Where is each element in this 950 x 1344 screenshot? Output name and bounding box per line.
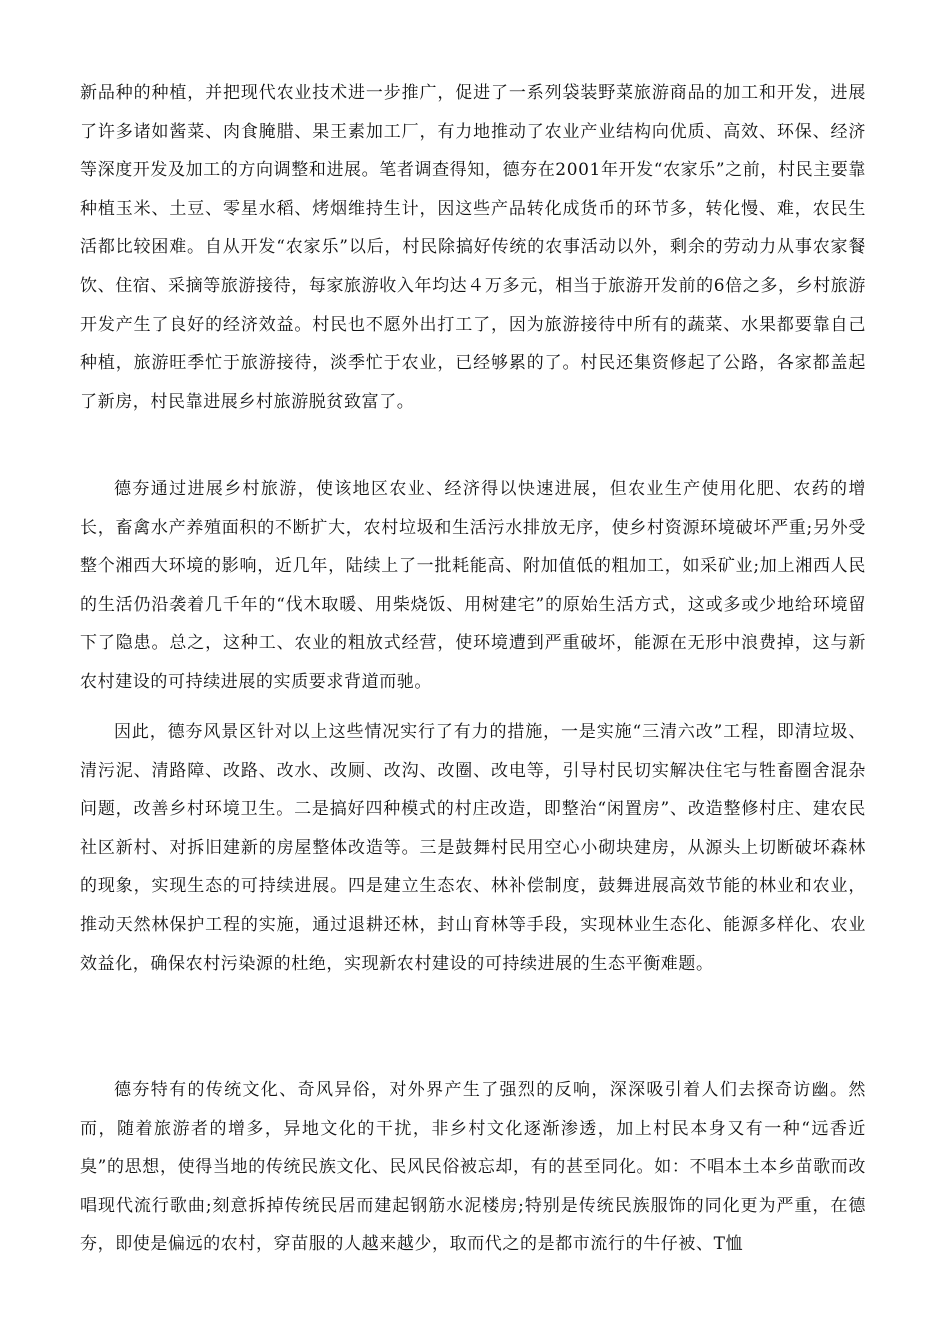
paragraph-4: 德夯特有的传统文化、奇风异俗，对外界产生了强烈的反响，深深吸引着人们去探奇访幽。然而，随着旅游者的增多，异地文化的干扰，非乡村文化逐渐渗透，加上村民本身又有一种“远香近臭”的思想，使得当地的传统民族文化、民风民俗被忘却，有的甚至同化。如：不唱本土本乡苗歌而改唱现代流行歌曲;刻意拆掉传统民居而建起钢筋水泥楼房;特别是传统民族服饰的同化更为严重，在德夯，即使是偏远的农村，穿苗服的人越来越少，取而代之的是都市流行的牛仔被、T恤: [80, 1080, 866, 1255]
paragraph-3: 因此，德夯风景区针对以上这些情况实行了有力的措施，一是实施“三清六改”工程，即清垃圾、清污泥、清路障、改路、改水、改厕、改沟、改圈、改电等，引导村民切实解决住宅与牲畜圈舍混杂问题，改善乡村环境卫生。二是搞好四种模式的村庄改造，即整治“闲置房”、改造整修村庄、建农民社区新村、对拆旧建新的房屋整体改造等。三是鼓舞村民用空心小砌块建房，从源头上切断破坏森林的现象，实现生态的可持续进展。四是建立生态农、林补偿制度，鼓舞进展高效节能的林业和农业，推动天然林保护工程的实施，通过退耕还林，封山育林等手段，实现林业生态化、能源多样化、农业效益化，确保农村污染源的杜绝，实现新农村建设的可持续进展的生态平衡难题。: [80, 722, 866, 974]
paragraph-1: 新品种的种植，并把现代农业技术进一步推广，促进了一系列袋装野菜旅游商品的加工和开发，进展了许多诸如酱菜、肉食腌腊、果王素加工厂，有力地推动了农业产业结构向优质、高效、环保、经济等深度开发及加工的方向调整和进展。笔者调查得知，德夯在2001年开发“农家乐”之前，村民主要靠种植玉米、土豆、零星水稻、烤烟维持生计，因这些产品转化成货币的环节多，转化慢、难，农民生活都比较困难。自从开发“农家乐”以后，村民除搞好传统的农事活动以外，剩余的劳动力从事农家餐饮、住宿、采摘等旅游接待，每家旅游收入年均达４万多元，相当于旅游开发前的6倍之多，乡村旅游开发产生了良好的经济效益。村民也不愿外出打工了，因为旅游接待中所有的蔬菜、水果都要靠自己种植，旅游旺季忙于旅游接待，淡季忙于农业，已经够累的了。村民还集资修起了公路，各家都盖起了新房，村民靠进展乡村旅游脱贫致富了。: [80, 83, 866, 412]
paragraph-2: 德夯通过进展乡村旅游，使该地区农业、经济得以快速进展，但农业生产使用化肥、农药的增长，畜禽水产养殖面积的不断扩大，农村垃圾和生活污水排放无序，使乡村资源环境破坏严重;另外受整个湘西大环境的影响，近几年，陆续上了一批耗能高、附加值低的粗加工，如采矿业;加上湘西人民的生活仍沿袭着几千年的“伐木取暖、用柴烧饭、用树建宅”的原始生活方式，这或多或少地给环境留下了隐患。总之，这种工、农业的粗放式经营，使环境遭到严重破坏，能源在无形中浪费掉，这与新农村建设的可持续进展的实质要求背道而驰。: [80, 479, 866, 692]
